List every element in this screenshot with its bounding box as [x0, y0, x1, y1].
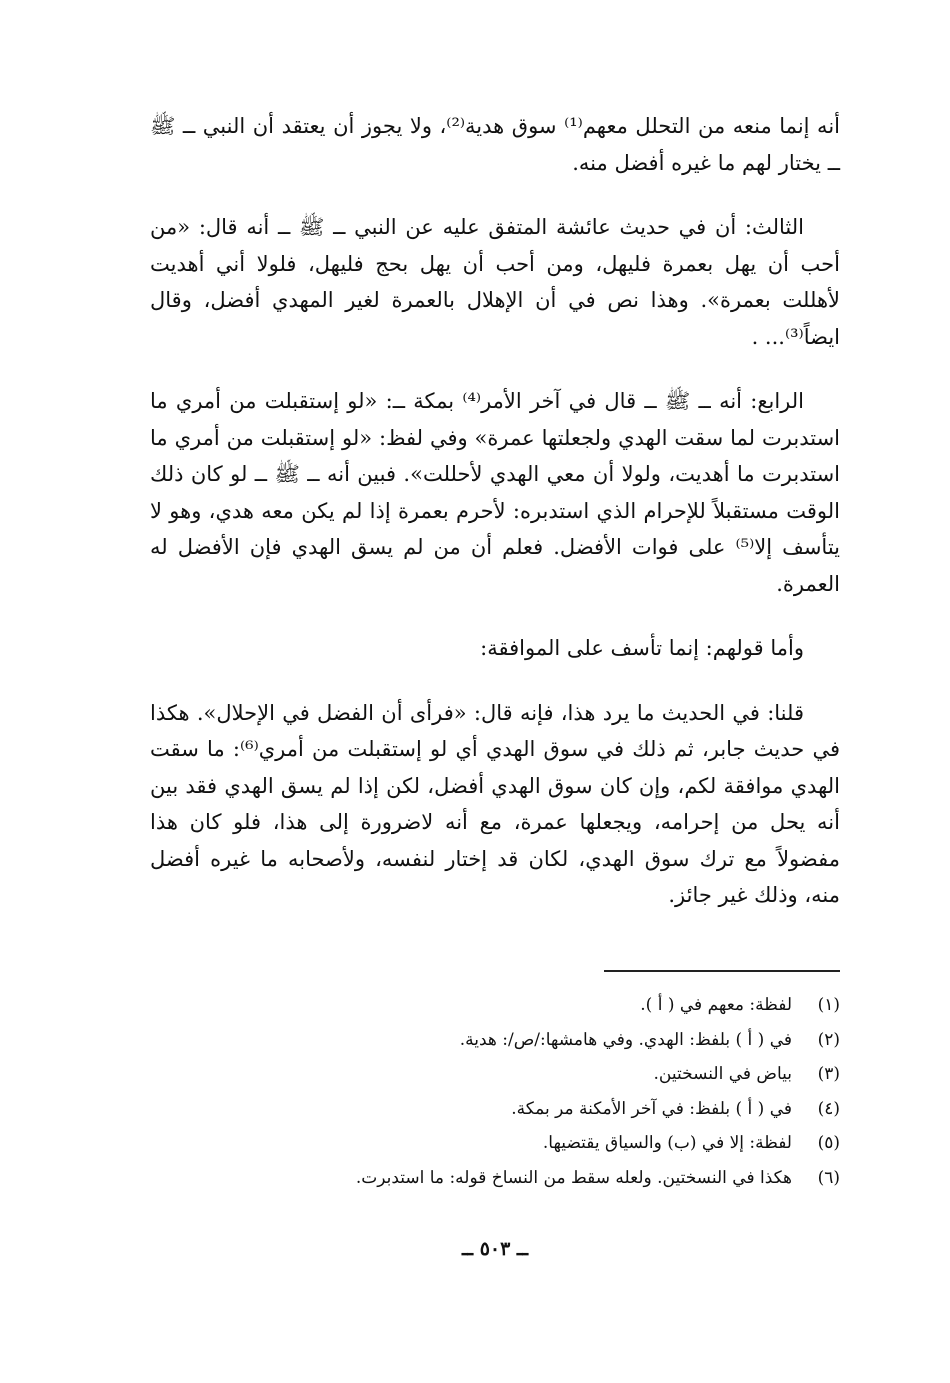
paragraph-1: أنه إنما منعه من التحلل معهم⁽¹⁾ سوق هدية⁽²⁾، ولا يجوز أن يعتقد أن النبي ــ ﷺ ــ يختار لهم ما غيره أفضل منه. [150, 114, 840, 175]
page-number: ــ ٥٠٣ ــ [461, 1238, 529, 1260]
footnote-text: بياض في النسختين. [653, 1064, 792, 1084]
footnote-number: (٦) [817, 1167, 840, 1188]
paragraph-3: الرابع: أنه ــ ﷺ ــ قال في آخر الأمر⁽⁴⁾ بمكة ــ: «لو إستقبلت من أمري ما استدبرت لما سقت الهدي ولجعلتها عمرة» وفي لفظ: «لو إستقبلت من أمري ما استدبرت ما أهديت، ولولا أن معي الهدي لأحللت». فبين أنه ــ ﷺ ــ لو كان ذلك الوقت مستقبلاً للإحرام الذي استدبره: لأحرم بعمرة إذا لم يكن معه هدي، وهو لا يتأسف إلا⁽⁵⁾ على فوات الأفضل. فعلم أن من لم يسق الهدي فإن الأفضل له العمرة. [150, 389, 840, 596]
paragraph-4: وأما قولهم: إنما تأسف على الموافقة: [480, 636, 804, 660]
footnote-number: (٣) [817, 1064, 840, 1084]
footnote-number: (٢) [817, 1029, 840, 1050]
footnote-2 [150, 1023, 840, 1058]
footnote-text: لفظة: معهم في ( أ ). [640, 995, 792, 1015]
page-body [150, 108, 840, 1260]
footnote-6 [150, 1161, 840, 1196]
paragraph-2: الثالث: أن في حديث عائشة المتفق عليه عن النبي ــ ﷺ ــ أنه قال: «من أحب أن يهل بعمرة فليهل، ومن أحب أن يهل بحج فليهل، فلولا أني أهديت لأهللت بعمرة». وهذا نص في أن الإهلال بالعمرة لغير المهدي أفضل، وقال ايضاً⁽³⁾... . [150, 215, 840, 349]
footnote-text: في ( أ ) بلفظ: في آخر الأمكنة مر بمكة. [511, 1098, 792, 1119]
footnote-3 [150, 1057, 840, 1092]
footnote-divider [604, 970, 840, 972]
footnote-text: في ( أ ) بلفظ: الهدي. وفي هامشها:/ص/: هدية. [459, 1029, 792, 1050]
footnotes [150, 988, 840, 1195]
footnote-number: (٤) [817, 1098, 840, 1119]
paragraph-5: قلنا: في الحديث ما يرد هذا، فإنه قال: «فرأى أن الفضل في الإحلال». هكذا في حديث جابر، ثم ذلك في سوق الهدي أي لو إستقبلت من أمري⁽⁶⁾: ما سقت الهدي موافقة لكم، وإن كان سوق الهدي أفضل، لكن إذا لم يسق الهدي فقد بين أنه يحل من إحرامه، ويجعلها عمرة، مع أنه لاضرورة إلى هذا، فلو كان هذا مفضولاً مع ترك سوق الهدي، لكان قد إختار لنفسه، ولأصحابه ما غيره أفضل منه، وذلك غير جائز. [150, 700, 840, 907]
footnote-5 [150, 1126, 840, 1161]
footnote-4 [150, 1092, 840, 1127]
footnote-1 [150, 988, 840, 1023]
footnote-text: لفظة: إلا في (ب) والسياق يقتضيها. [542, 1133, 792, 1153]
footnote-number: (١) [817, 995, 840, 1015]
footnote-text: هكذا في النسختين. ولعله سقط من النساخ قوله: ما استدبرت. [355, 1167, 792, 1188]
footnote-number: (٥) [817, 1133, 840, 1153]
